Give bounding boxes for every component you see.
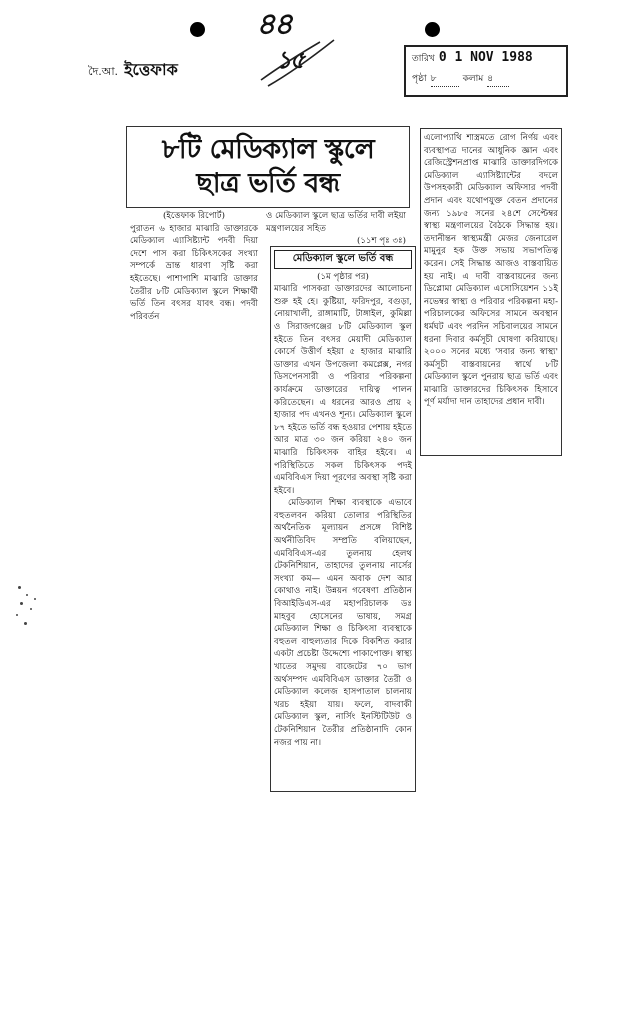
headline-box xyxy=(126,126,410,208)
continuation-subhead: মেডিক্যাল স্কুলে ভর্তি বন্ধ xyxy=(274,250,412,269)
byline: (ইত্তেফাক রিপোর্ট) xyxy=(163,211,225,221)
headline-line-2: ছাত্র ভর্তি বন্ধ xyxy=(196,168,340,199)
right-body: এলোপ্যাথি শাস্ত্রমতে রোগ নির্ণয় এবং ব্যবস্থাপত্র দানের আধুনিক জ্ঞান এবং রেজিস্ট্রেশনপ্রাপ্ত মাঝারি ডাক্তারদিগকে মেডিক্যাল এ্যাসিষ্ট্যান্টের বদলে উপসহকারী মেডিক্যাল অফিসার পদবী প্রদান এবং যথোপযুক্ত বেতন প্রদানের জন্য ১৯৮৫ সনের ২৪শে সেপ্টেম্বর স্বাস্থ্য মন্ত্রণালয়ের বৈঠকে সিদ্ধান্ত হয়। তদানীন্তন স্বাস্থ্যমন্ত্রী মেজর জেনারেল মামুনুর হক উক্ত সভায় সভাপতিত্ব করেন। সেই সিদ্ধান্ত আজও বাস্তবায়িত হয় নাই। এ দাবী বাস্তবায়নের জন্য ডিপ্লোমা মেডিক্যাল এসোসিয়েশন ১১ই নভেম্বর স্বাস্থ্য ও পরিবার পরিকল্পনা মহা-পরিচালকের অফিসের সামনে অবস্থান ধর্মঘট এবং পরদিন সচিবালয়ের সামনে ধরনা দিবার কর্মসূচী ঘোষণা করিয়াছে। ২০০০ সনের মধ্যে 'সবার জন্য স্বাস্থ্য' কর্মসূচী বাস্তবায়নের স্বার্থে ৮টি মেডিক্যাল স্কুলে পুনরায় ছাত্র ভর্তি এবং মাঝারি ডাক্তারদের চিকিৎসক হিসাবে পূর্ণ মর্যাদা দান তাহাদের প্রধান দাবী। xyxy=(424,133,558,408)
stamp-date-label: তারিখ xyxy=(412,54,435,64)
source-prefix: দৈ.আ. xyxy=(88,65,119,78)
scan-noise xyxy=(14,584,44,634)
handwritten-mark: ১৫ xyxy=(276,46,304,74)
headline-line-1: ৮টি মেডিক্যাল স্কুলে xyxy=(161,134,375,165)
mid-top-body: ও মেডিক্যাল স্কুলে ছাত্র ভর্তির দাবী লইয়া মন্ত্রণালয়ের সহিত xyxy=(266,211,406,234)
page-number: ৪৪ xyxy=(256,7,291,42)
date-stamp xyxy=(404,45,568,97)
stamp-date: 0 1 NOV 1988 xyxy=(438,50,533,65)
mid-top-continued: (১১শ পৃঃ ৩ঃ) xyxy=(357,236,406,247)
right-column xyxy=(420,128,562,456)
continuation-para-1: মাঝারি পাসকরা ডাক্তারদের আলোচনা শুরু হই হে। কুষ্টিয়া, ফরিদপুর, বগুড়া, নোয়াখালী, রাঙ্গামাটি, টাঙ্গাইল, কুমিল্লা ও সিরাজগঞ্জের ৮টি মেডিক্যাল স্কুল হইতে তিন বৎসর মেয়াদী মেডিক্যাল কোর্সে উত্তীর্ণ হইয়া ৫ হাজার মাঝারি ডাক্তার এখন উপজেলা কমপ্লেক্স, নগর ডিসপেনসারী ও পরিবার পরিকল্পনা কার্যক্রমে ডাক্তারের দায়িত্ব পালন করিতেছেন। এ ধরনের আরও প্রায় ২ হাজার পদ এখনও শূন্য। মেডিক্যাল স্কুলে ৮৭ হইতে ভর্তি বন্ধ হওয়ার পেশায় হইতে আর মাত্র ৩০ জন করিয়া ২৪০ জন মাঝারি চিকিৎসক বাহির হইবে। এ পরিস্থিতিতে সকল চিকিৎসক পদই এমবিবিএস দিয়া পূরণের অবস্থা সৃষ্টি করা হইবে। xyxy=(274,284,412,496)
left-body: পুরাতন ৬ হাজার মাঝারি ডাক্তারকে মেডিক্যাল এ্যাসিষ্ট্যান্ট পদবী দিয়া দেশে পাস করা চিকিৎসকের সংখ্যা সম্পর্কে ভ্রান্ত ধারণা সৃষ্টি করা হইতেছে। পাশাপাশি মাঝারি ডাক্তার তৈরীর ৮টি মেডিক্যাল স্কুলে শিক্ষার্থী ভর্তি তিন বৎসর যাবৎ বন্ধ। পদবী পরিবর্তন xyxy=(130,223,258,322)
mid-top-column xyxy=(266,210,406,248)
punch-hole-right xyxy=(425,22,440,37)
stamp-col: ৪ xyxy=(487,71,509,87)
punch-hole-left xyxy=(190,22,205,37)
stamp-page: ৮ xyxy=(431,71,459,87)
from-page-note: (১ম পৃষ্ঠার পর) xyxy=(317,271,369,282)
newspaper-name: ইত্তেফাক xyxy=(124,60,178,79)
continuation-para-2: মেডিক্যাল শিক্ষা ব্যবস্থাকে এভাবে বহুতলবন করিয়া তোলার পরিস্থিতির অর্থনৈতিক মূল্যায়ন প্রসঙ্গে বিশিষ্ট অর্থনীতিবিদ সম্প্রতি বলিয়াছেন, এমবিবিএস-এর তুলনায় হেলথ টেকনিশিয়ান, তাহাদের তুলনায় নার্সের সংখ্যা কম— এমন অবাক দেশ আর কোথাও নাই। উন্নয়ন গবেষণা প্রতিষ্ঠান বিআইডিএস-এর মহাপরিচালক ডঃ মাহবুব হোসেনের ভাষায়, সমগ্র মেডিক্যাল শিক্ষা ও চিকিৎসা ব্যবস্থাকে বহুতল বাহুল্যতার দিকে বিকশিত করার একটা প্রচেষ্টা উদ্দেশ্যে পাকাপোক্ত। স্বাস্থ্য খাতের সমুদয় বাজেটের ৭০ ভাগ অর্থসম্পদ এমবিবিএস ডাক্তার তৈরী ও মেডিক্যাল কলেজ হাসপাতাল চালনায় খরচ হইয়া যায়। ফলে, বাদবাকী মেডিক্যাল স্কুল, নার্সিং ইনস্টিটিউট ও টেকনিশিয়ান তৈরীর প্রতিষ্ঠানাদি কোন নজর পায় না। xyxy=(274,498,412,748)
newspaper-masthead xyxy=(88,57,178,84)
stamp-col-label: কলাম xyxy=(462,74,484,84)
continuation-column xyxy=(270,246,416,792)
handwritten-strike-lines xyxy=(256,32,346,92)
left-column xyxy=(130,210,258,323)
stamp-page-label: পৃষ্ঠা xyxy=(412,74,427,84)
